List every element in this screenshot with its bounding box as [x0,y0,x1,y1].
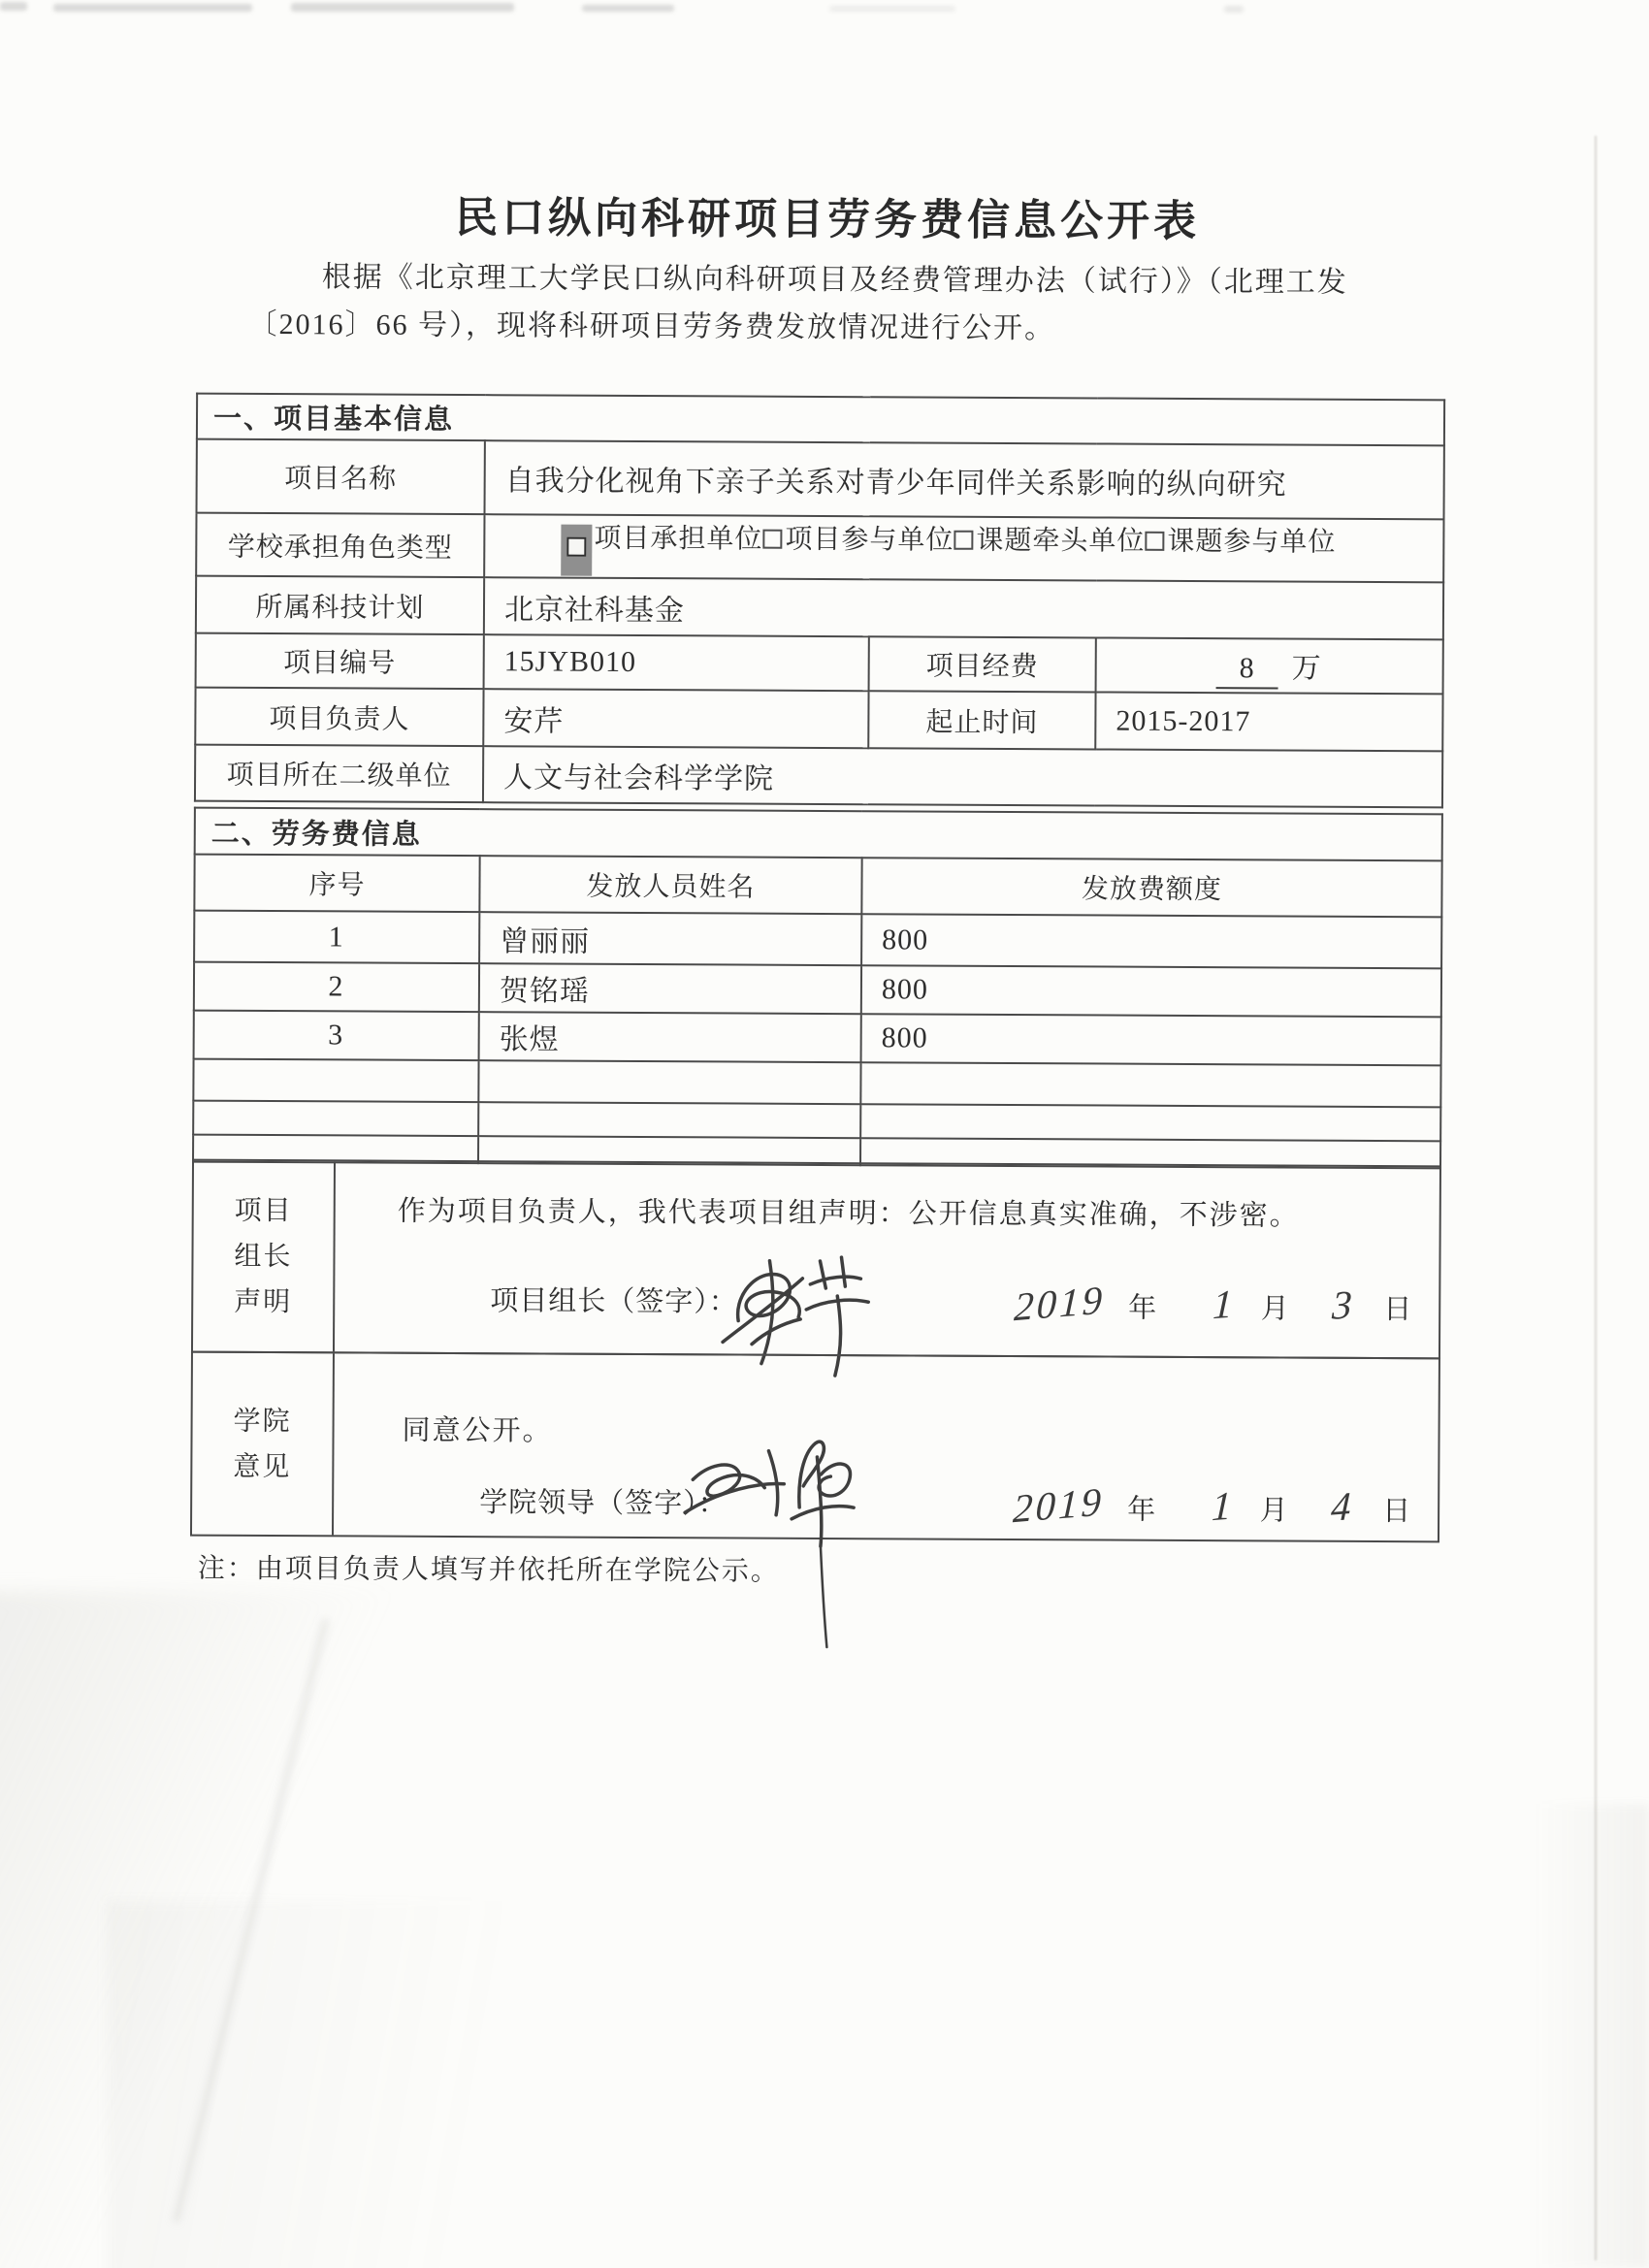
table-row [194,962,1441,1018]
row-amount: 800 [861,914,1441,968]
row-name: 曾丽丽 [479,912,861,965]
declaration-section [191,1159,1441,1360]
funding-value [1096,637,1443,694]
checkbox-icon [762,525,785,556]
declaration-date [1013,1277,1412,1330]
col-header-no: 序号 [194,855,479,913]
row-name: 张煜 [479,1012,861,1062]
col-header-amount: 发放费额度 [861,858,1441,917]
date-year-handwritten: 2019 [1012,1478,1105,1532]
intro-line-2: 〔2016〕66 号），现将科研项目劳务费发放情况进行公开。 [247,308,1056,345]
college-body [334,1353,1439,1540]
college-side-label: 学院 意见 [192,1353,335,1536]
program-value: 北京社科基金 [484,577,1443,639]
basic-info-table [194,393,1445,809]
role-option-label: 项目承担单位 [594,523,763,555]
college-leader-signature-handwriting [674,1408,869,1651]
role-option-label: 课题参与单位 [1167,526,1337,558]
table-row [194,911,1441,969]
role-option-label: 项目参与单位 [785,524,954,556]
col-header-name: 发放人员姓名 [479,856,861,914]
college-opinion-section [190,1351,1440,1543]
role-option-label: 课题牵头单位 [976,525,1146,557]
role-option-undertaker [561,524,762,555]
section2-heading: 二、劳务费信息 [195,808,1442,861]
leader-label: 项目负责人 [195,688,483,747]
unit-value: 人文与社会科学学院 [483,746,1442,807]
footnote: 注：由项目负责人填写并依托所在学院公示。 [197,1553,780,1587]
college-sign-label: 学院领导（签字）： [479,1487,728,1520]
declaration-sign-label: 项目组长（签字）： [490,1285,738,1318]
date-year-unit: 年 [1128,1292,1157,1324]
section1-heading: 一、项目基本信息 [197,394,1444,446]
date-day-unit: 日 [1382,1496,1411,1528]
date-day-handwritten: 4 [1329,1482,1355,1530]
project-name-value: 自我分化视角下亲子关系对青少年同伴关系影响的纵向研究 [485,440,1444,519]
labor-fee-table [192,807,1443,1170]
row-no: 1 [194,911,479,964]
program-label: 所属科技计划 [196,576,484,635]
table-row-empty [193,1059,1440,1108]
date-month-unit: 月 [1260,1293,1289,1325]
date-month-handwritten: 1 [1211,1482,1236,1530]
unit-label: 项目所在二级单位 [195,745,483,803]
date-month-unit: 月 [1259,1495,1288,1527]
row-amount: 800 [861,1014,1441,1065]
row-name: 贺铭瑶 [479,963,861,1014]
role-option-participant [762,525,954,556]
role-type-options [484,514,1443,582]
intro-paragraph [247,253,1426,354]
date-day-unit: 日 [1383,1294,1412,1326]
date-day-handwritten: 3 [1330,1280,1356,1328]
checkbox-icon [1145,527,1167,558]
role-option-topic-participant [1145,527,1336,558]
date-month-handwritten: 1 [1212,1280,1237,1328]
date-year-handwritten: 2019 [1013,1277,1107,1330]
form-title: 民口纵向科研项目劳务费信息公开表 [454,193,1201,246]
row-amount: 800 [861,965,1441,1017]
row-no: 3 [194,1011,479,1061]
declaration-side-label: 项目 组长 声明 [193,1161,336,1352]
funding-label: 项目经费 [869,636,1096,692]
table-row [194,1011,1441,1066]
funding-unit: 万 [1291,652,1322,685]
role-option-topic-lead [954,526,1145,557]
college-statement: 同意公开。 [402,1414,553,1447]
row-no: 2 [194,962,479,1013]
declaration-body [335,1161,1439,1357]
funding-amount: 8 [1216,652,1278,689]
date-year-unit: 年 [1127,1494,1156,1526]
intro-line-1: 根据《北京理工大学民口纵向科研项目及经费管理办法（试行）》（北理工发 [321,261,1348,299]
declaration-statement: 作为项目负责人，我代表项目组声明：公开信息真实准确，不涉密。 [397,1195,1300,1232]
role-type-label: 学校承担角色类型 [196,513,484,578]
project-no-value: 15JYB010 [484,634,869,691]
checkbox-icon [954,526,976,557]
project-no-label: 项目编号 [196,633,484,690]
project-name-label: 项目名称 [197,439,485,515]
period-label: 起止时间 [868,691,1095,749]
checkbox-checked-icon [561,525,592,576]
period-value: 2015-2017 [1095,692,1442,751]
leader-value: 安芹 [483,689,868,748]
college-date [1012,1478,1411,1532]
